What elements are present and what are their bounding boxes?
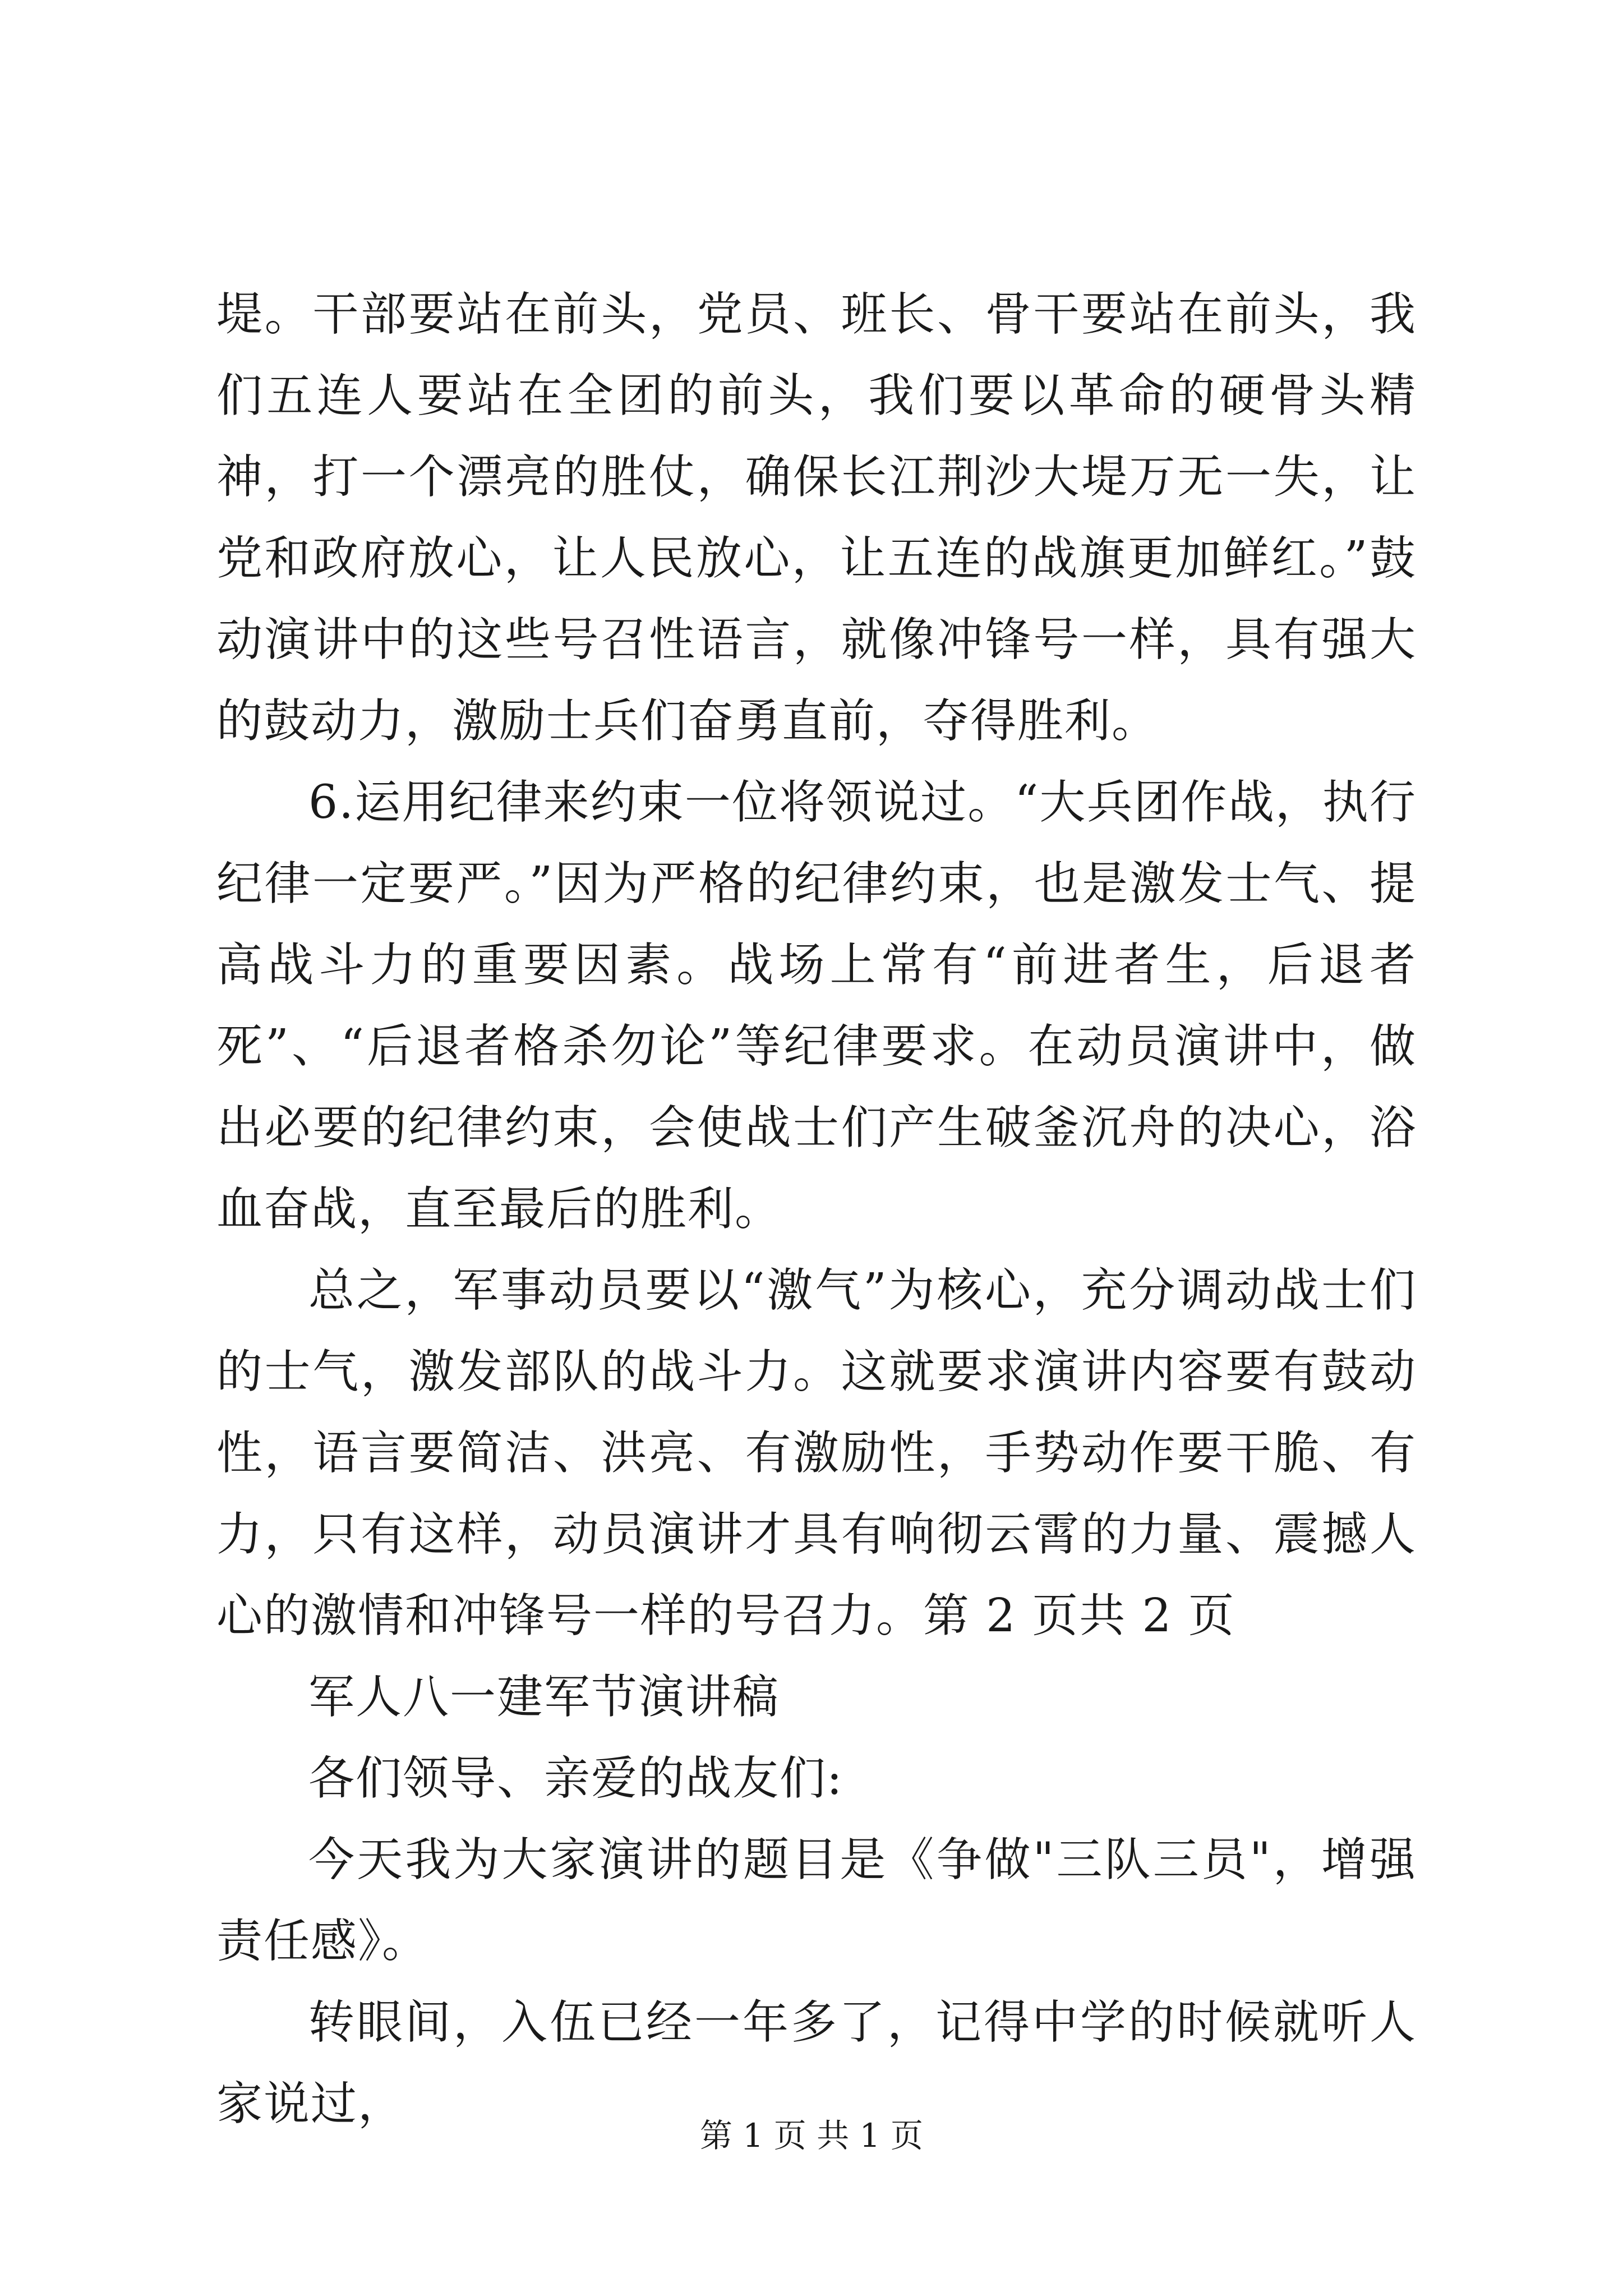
paragraph-2: 6.运用纪律来约束一位将领说过。“大兵团作战，执行纪律一定要严。”因为严格的纪律约束，也是激发士气、提高战斗力的重要因素。战场上常有“前进者生，后退者死”、“后退者格杀勿论”等纪律要求。在动员演讲中，做出必要的纪律约束，会使战士们产生破釜沉舟的决心，浴血奋战，直至最后的胜利。 xyxy=(216,776,1417,1236)
speech-title: 军人八一建军节演讲稿 xyxy=(308,1671,780,1724)
page-footer: 第 1 页 共 1 页 xyxy=(700,2116,923,2155)
paragraph-last: 转眼间，入伍已经一年多了，记得中学的时候就听人家说过， xyxy=(216,1996,1417,2131)
speech-greeting: 各们领导、亲爱的战友们: xyxy=(308,1752,843,1805)
document-body xyxy=(216,274,1417,2145)
paragraph-3: 总之，军事动员要以“激气”为核心，充分调动战士们的士气，激发部队的战斗力。这就要求演讲内容要有鼓动性，语言要简洁、洪亮、有激励性，手势动作要干脆、有力，只有这样，动员演讲才具有响彻云霄的力量、震撼人心的激情和冲锋号一样的号召力。第 2 页共 2 页 xyxy=(216,1264,1417,1642)
paragraph-1: 堤。干部要站在前头，党员、班长、骨干要站在前头，我们五连人要站在全团的前头，我们要以革命的硬骨头精神，打一个漂亮的胜仗，确保长江荆沙大堤万无一失，让党和政府放心，让人民放心，让五连的战旗更加鲜红。”鼓动演讲中的这些号召性语言，就像冲锋号一样，具有强大的鼓动力，激励士兵们奋勇直前，夺得胜利。 xyxy=(216,288,1417,748)
paragraph-topic: 今天我为大家演讲的题目是《争做"三队三员"，增强责任感》。 xyxy=(216,1833,1417,1968)
